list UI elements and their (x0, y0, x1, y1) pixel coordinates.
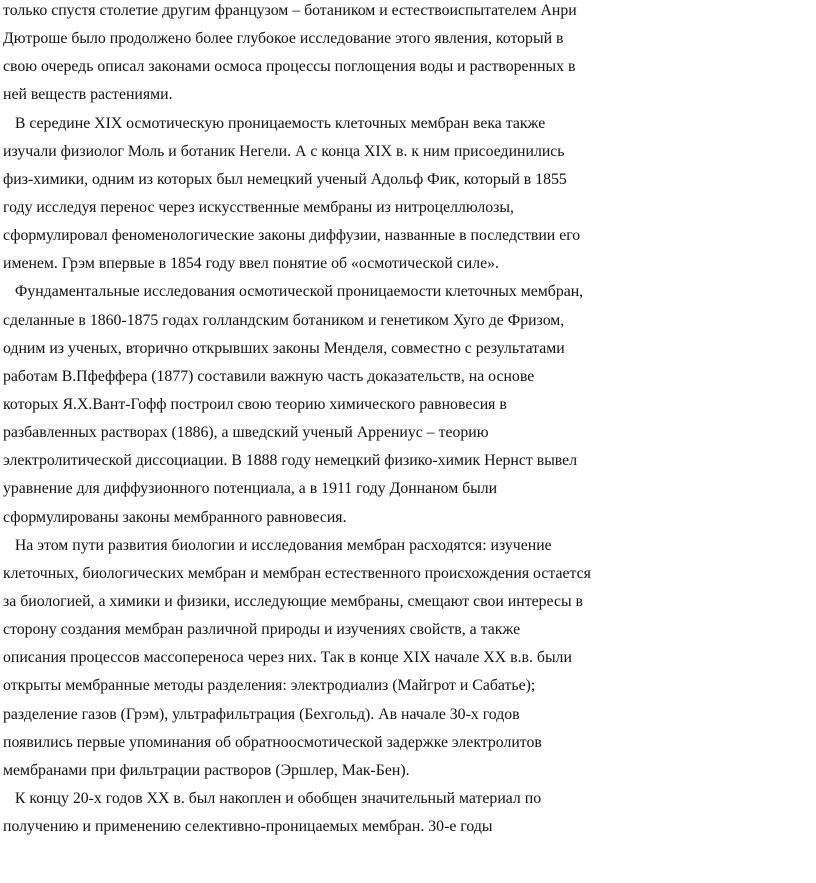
text-line: На этом пути развития биологии и исследования мембран расходятся: изучение (3, 536, 552, 554)
text-line: разбавленных растворах (1886), а шведский ученый Аррениус – теорию (3, 424, 489, 442)
text-line: сделанные в 1860-1875 годах голландским ботаником и генетиком Хуго де Фризом, (3, 311, 565, 329)
text-line: появились первые упоминания об обратноосмотической задержке электролитов (3, 733, 542, 751)
text-line: сторону создания мембран различной природы и изучениях свойств, а также (3, 621, 521, 639)
text-line: свою очередь описал законами осмоса процессы поглощения воды и растворенных в (3, 58, 576, 76)
text-line: разделение газов (Грэм), ультрафильтрация (Бехгольд). Ав начале 30-х годов (3, 705, 520, 723)
text-line: изучали физиолог Моль и ботаник Негели. А с конца XIX в. к ним присоединились (3, 142, 565, 160)
text-line: одним из ученых, вторично открывших законы Менделя, совместно с результатами (3, 339, 565, 357)
text-line: сформулировал феноменологические законы диффузии, названные в последствии его (3, 227, 581, 245)
text-line: получению и применению селективно-проницаемых мембран. 30-е годы (3, 818, 493, 836)
text-line: которых Я.Х.Вант-Гофф построил свою теорию химического равновесия в (3, 395, 507, 413)
text-line: Фундаментальные исследования осмотической проницаемости клеточных мембран, (3, 283, 584, 301)
text-line: физ-химики, одним из которых был немецкий ученый Адольф Фик, который в 1855 (3, 170, 567, 188)
text-line: электролитической диссоциации. В 1888 году немецкий физико-химик Нернст вывел (3, 452, 578, 470)
text-line: работам В.Пфеффера (1877) составили важную часть доказательств, на основе (3, 367, 535, 385)
text-line: клеточных, биологических мембран и мембран естественного происхождения остается (3, 564, 591, 582)
text-line: Дютроше было продолжено более глубокое исследование этого явления, который в (3, 30, 564, 48)
text-line: К концу 20-х годов XX в. был накоплен и обобщен значительный материал по (3, 789, 542, 807)
text-line: только спустя столетие другим французом – ботаником и естествоиспытателем Анри (3, 2, 577, 19)
text-line: именем. Грэм впервые в 1854 году ввел понятие об «осмотической силе». (3, 255, 499, 273)
text-line: ней веществ растениями. (3, 86, 173, 104)
text-line: описания процессов массопереноса через них. Так в конце XIX начале XX в.в. были (3, 649, 572, 667)
text-line: мембранами при фильтрации растворов (Эршлер, Мак-Бен). (3, 761, 410, 779)
text-line: открыты мембранные методы разделения: электродиализ (Майгрот и Сабатье); (3, 677, 536, 695)
document-body (3, 0, 816, 841)
text-line: году исследуя перенос через искусственные мембраны из нитроцеллюлозы, (3, 198, 514, 216)
text-line: уравнение для диффузионного потенциала, а в 1911 году Доннаном были (3, 480, 498, 498)
text-line: В середине XIX осмотическую проницаемость клеточных мембран века также (3, 114, 546, 132)
text-line: за биологией, а химики и физики, исследующие мембраны, смещают свои интересы в (3, 592, 583, 610)
text-line: сформулированы законы мембранного равновесия. (3, 508, 347, 526)
